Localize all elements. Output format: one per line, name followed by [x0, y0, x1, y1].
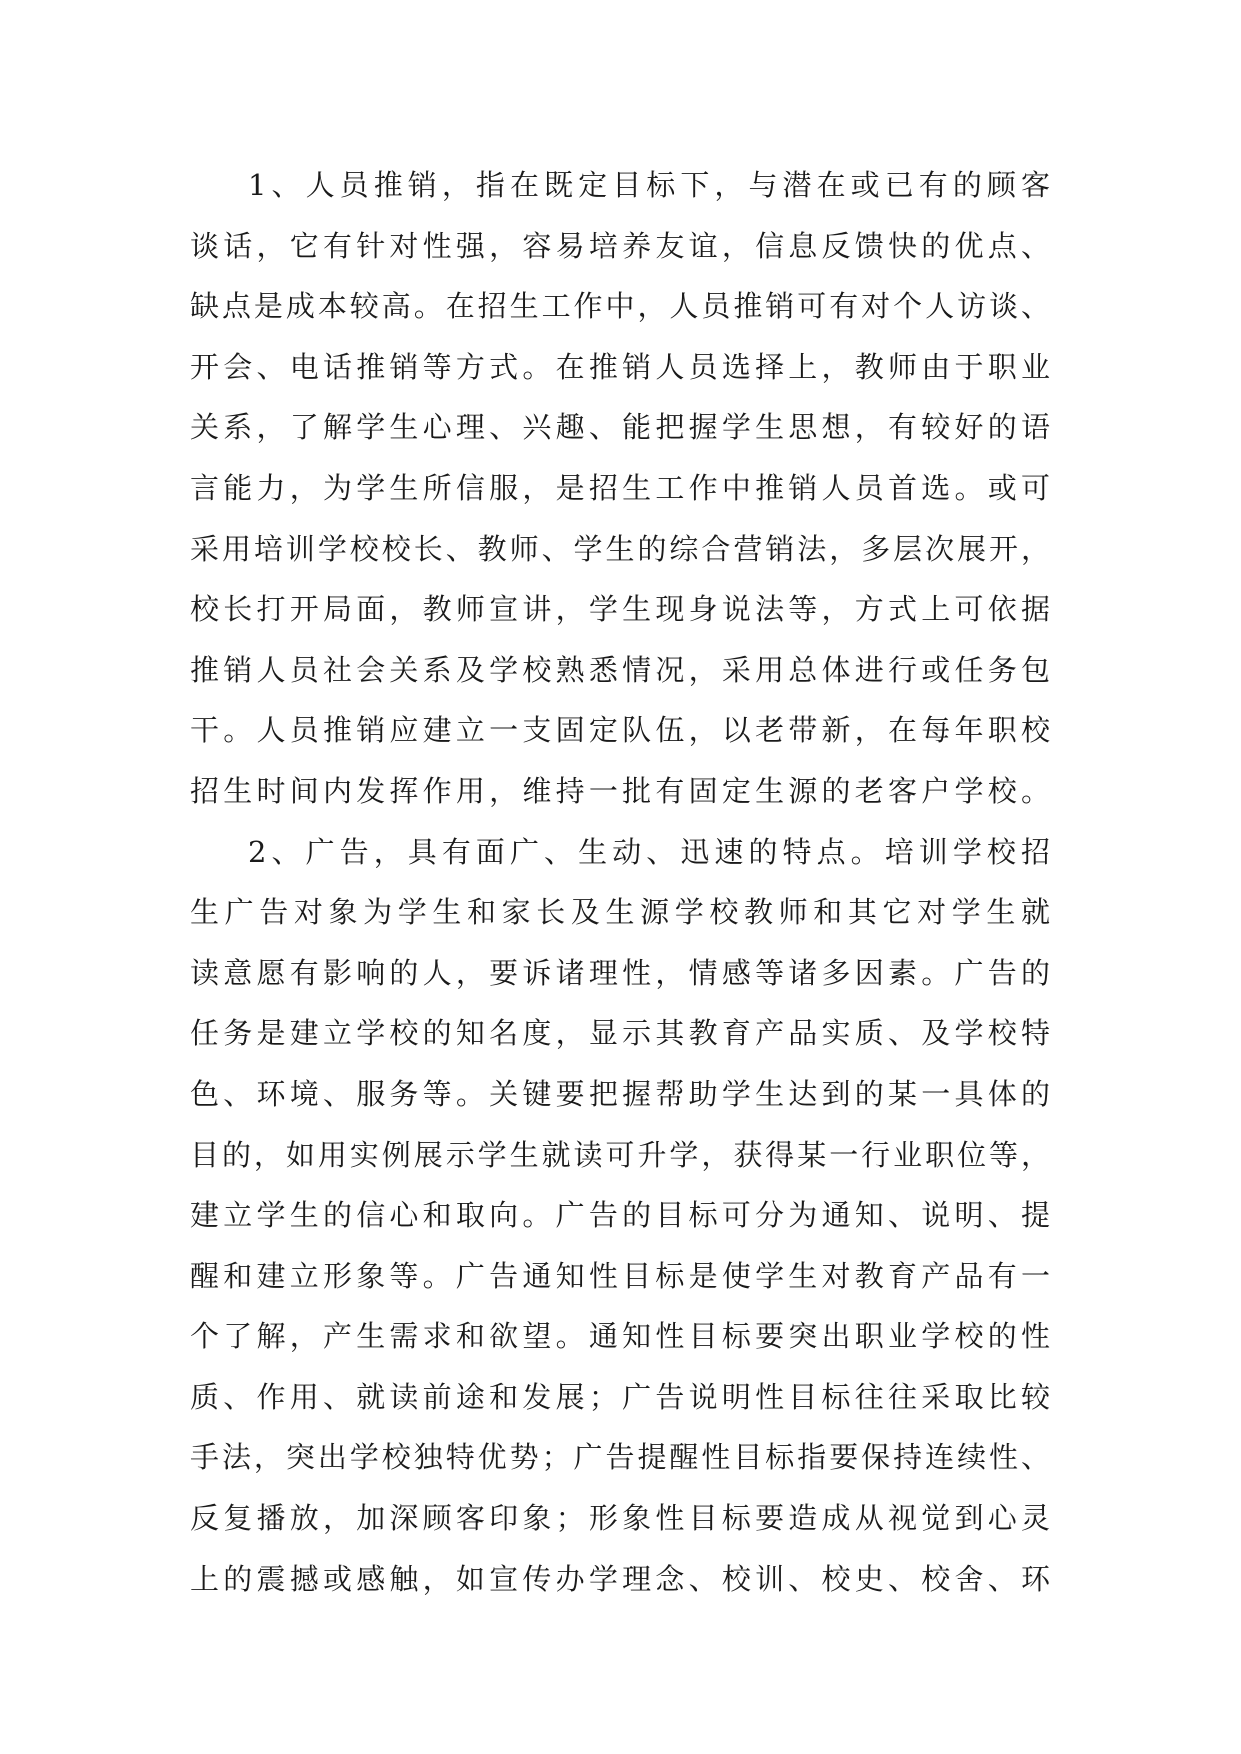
text-line: 生广告对象为学生和家长及生源学校教师和其它对学生就: [190, 895, 1050, 930]
text-line: 谈话，它有针对性强，容易培养友谊，信息反馈快的优点、: [190, 228, 1050, 263]
text-line: 任务是建立学校的知名度，显示其教育产品实质、及学校特: [190, 1016, 1050, 1051]
paragraph-personal-selling: [190, 155, 1050, 822]
text-line: 校长打开局面，教师宣讲，学生现身说法等，方式上可依据: [190, 592, 1050, 627]
text-line: 读意愿有影响的人，要诉诸理性，情感等诸多因素。广告的: [190, 955, 1050, 990]
text-line: 推销人员社会关系及学校熟悉情况，采用总体进行或任务包: [190, 652, 1050, 687]
text-line: 上的震撼或感触，如宣传办学理念、校训、校史、校舍、环: [190, 1561, 1050, 1596]
text-line: 个了解，产生需求和欲望。通知性目标要突出职业学校的性: [190, 1319, 1050, 1354]
text-line: 手法，突出学校独特优势；广告提醒性目标指要保持连续性、: [190, 1440, 1050, 1475]
text-line: 干。人员推销应建立一支固定队伍，以老带新，在每年职校: [190, 713, 1050, 748]
text-line: 缺点是成本较高。在招生工作中，人员推销可有对个人访谈、: [190, 289, 1050, 324]
text-line: 言能力，为学生所信服，是招生工作中推销人员首选。或可: [190, 470, 1050, 505]
document-body: [190, 155, 1050, 1609]
text-line: 色、环境、服务等。关键要把握帮助学生达到的某一具体的: [190, 1076, 1050, 1111]
text-line: 反复播放，加深顾客印象；形象性目标要造成从视觉到心灵: [190, 1501, 1050, 1536]
text-line: 关系，了解学生心理、兴趣、能把握学生思想，有较好的语: [190, 410, 1050, 445]
text-line: 质、作用、就读前途和发展；广告说明性目标往往采取比较: [190, 1379, 1050, 1414]
text-line: 招生时间内发挥作用，维持一批有固定生源的老客户学校。: [190, 773, 1050, 808]
text-line: 醒和建立形象等。广告通知性目标是使学生对教育产品有一: [190, 1258, 1050, 1293]
text-line: 2、广告，具有面广、生动、迅速的特点。培训学校招: [248, 834, 1050, 869]
paragraph-advertising: [190, 822, 1050, 1610]
text-line: 建立学生的信心和取向。广告的目标可分为通知、说明、提: [190, 1198, 1050, 1233]
text-line: 开会、电话推销等方式。在推销人员选择上，教师由于职业: [190, 349, 1050, 384]
text-line: 目的，如用实例展示学生就读可升学，获得某一行业职位等，: [190, 1137, 1050, 1172]
text-line: 采用培训学校校长、教师、学生的综合营销法，多层次展开，: [190, 531, 1050, 566]
text-line: 1、人员推销，指在既定目标下，与潜在或已有的顾客: [248, 168, 1050, 202]
